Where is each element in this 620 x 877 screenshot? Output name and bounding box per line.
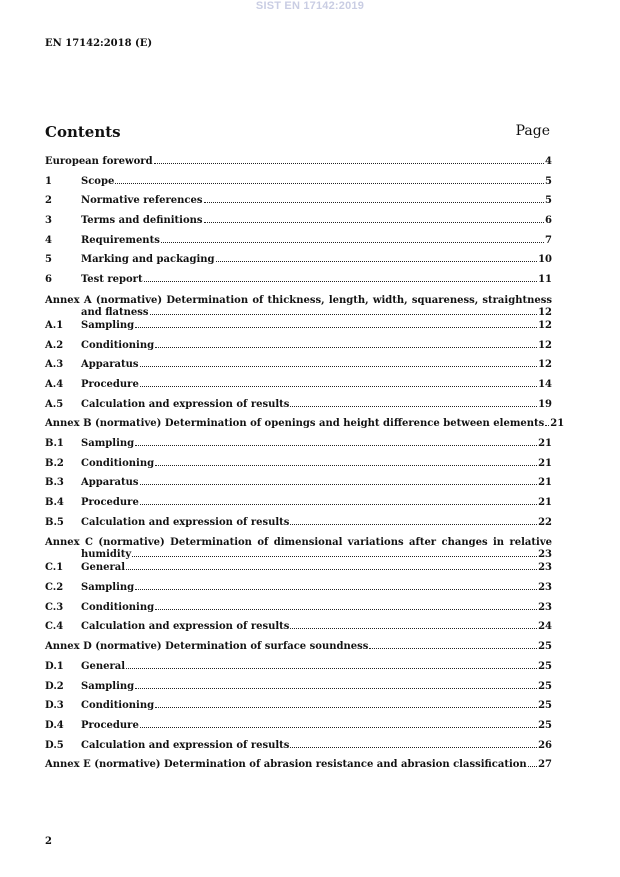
toc-entry-title: Sampling	[81, 437, 135, 449]
toc-leader	[290, 524, 537, 525]
toc-entry-page: 12	[538, 359, 552, 371]
toc-entry-number: D.3	[45, 700, 64, 712]
toc-entry-clause-4[interactable]	[45, 235, 552, 255]
toc-entry-page: 26	[538, 739, 552, 751]
toc-entry-page: 24	[538, 621, 552, 633]
toc-entry-annex-b[interactable]	[45, 418, 565, 438]
toc-entry-page: 10	[538, 254, 552, 266]
toc-entry-page: 12	[538, 306, 552, 318]
toc-leader	[290, 628, 537, 629]
toc-entry-clause-2[interactable]	[45, 195, 552, 215]
toc-entry-number: 1	[45, 175, 52, 187]
toc-entry-title: Calculation and expression of results	[81, 398, 290, 410]
contents-heading: Contents	[45, 123, 121, 141]
toc-leader	[140, 386, 537, 387]
toc-entry-page: 25	[538, 700, 552, 712]
toc-entry-number: B.3	[45, 477, 64, 489]
toc-entry-page: 25	[538, 680, 552, 692]
toc-entry-number: 2	[45, 195, 52, 207]
toc-entry-number: C.2	[45, 582, 64, 594]
toc-entry-a4[interactable]	[45, 379, 552, 399]
toc-entry-d3[interactable]	[45, 700, 552, 720]
toc-leader	[155, 609, 537, 610]
toc-leader	[204, 222, 545, 223]
toc-leader	[140, 504, 537, 505]
toc-entry-title: Marking and packaging	[81, 254, 215, 266]
toc-entry-b4[interactable]	[45, 497, 552, 517]
toc-entry-title: Procedure	[81, 719, 139, 731]
toc-entry-title: Apparatus	[81, 477, 139, 489]
toc-entry-title: Terms and definitions	[81, 215, 203, 227]
toc-leader	[161, 242, 544, 243]
toc-entry-page: 11	[538, 274, 552, 286]
toc-leader	[115, 183, 544, 184]
toc-entry-title: Sampling	[81, 582, 135, 594]
toc-entry-annex-e[interactable]	[45, 759, 552, 779]
toc-leader	[140, 366, 538, 367]
toc-leader	[528, 766, 537, 767]
toc-entry-annex-c[interactable]	[45, 536, 552, 562]
watermark: SIST EN 17142:2019	[255, 0, 365, 12]
toc-entry-number: C.3	[45, 601, 64, 613]
toc-entry-page: 5	[545, 175, 552, 187]
toc-leader	[140, 727, 537, 728]
toc-entry-clause-6[interactable]	[45, 274, 552, 294]
toc-entry-page: 12	[538, 339, 552, 351]
toc-entry-d5[interactable]	[45, 740, 552, 760]
toc-entry-page: 23	[538, 562, 552, 574]
toc-entry-b2[interactable]	[45, 458, 552, 478]
toc-entry-number: A.3	[45, 359, 64, 371]
toc-entry-a1[interactable]	[45, 320, 552, 340]
toc-entry-annex-d[interactable]	[45, 641, 552, 661]
toc-entry-number: A.4	[45, 378, 64, 390]
toc-annex-title-cont	[45, 307, 552, 320]
toc-entry-page: 4	[545, 156, 552, 167]
toc-entry-title: Conditioning	[81, 339, 155, 351]
toc-entry-page: 23	[538, 601, 552, 613]
toc-entry-number: B.2	[45, 457, 64, 469]
toc-entry-number: D.5	[45, 739, 64, 751]
toc-leader	[155, 465, 537, 466]
toc-entry-title: General	[81, 660, 126, 672]
toc-entry-title: humidity	[81, 549, 132, 561]
toc-entry-title: Test report	[81, 274, 143, 286]
toc-entry-page: 23	[538, 549, 552, 561]
toc-entry-page: 25	[538, 719, 552, 731]
toc-entry-title: Procedure	[81, 497, 139, 508]
toc-entry-title: Sampling	[81, 319, 135, 331]
toc-entry-title: Procedure	[81, 378, 139, 390]
toc-entry-number: D.2	[45, 680, 64, 692]
toc-leader	[144, 281, 538, 282]
toc-entry-title: Normative references	[81, 195, 203, 207]
toc-entry-number: B.4	[45, 497, 64, 508]
toc-entry-foreword[interactable]	[45, 156, 552, 176]
toc-entry-number: B.5	[45, 516, 64, 528]
toc-entry-title: Sampling	[81, 680, 135, 692]
toc-entry-number: A.5	[45, 398, 64, 410]
toc-entry-a2[interactable]	[45, 340, 552, 360]
toc-entry-page: 21	[538, 437, 552, 449]
toc-leader	[150, 314, 538, 315]
toc-entry-title: Calculation and expression of results	[81, 621, 290, 633]
toc-leader	[154, 163, 544, 164]
toc-entry-page: 6	[545, 215, 552, 227]
toc-entry-d2[interactable]	[45, 681, 552, 701]
toc-leader	[204, 202, 545, 203]
toc-entry-clause-1[interactable]	[45, 176, 552, 196]
toc-entry-page: 14	[538, 378, 552, 390]
toc-entry-title: Requirements	[81, 234, 160, 246]
toc-entry-number: A.1	[45, 319, 64, 331]
toc-entry-page: 12	[538, 319, 552, 331]
toc-entry-number: D.4	[45, 719, 64, 731]
toc-leader	[135, 445, 537, 446]
toc-annex-title: Annex C (normative) Determination of dimensional variations after changes in relative	[45, 537, 552, 549]
toc-entry-c3[interactable]	[45, 602, 552, 622]
toc-entry-page: 25	[538, 641, 552, 653]
toc-entry-title: Calculation and expression of results	[81, 516, 290, 528]
toc-entry-page: 7	[545, 234, 552, 246]
toc-entry-c4[interactable]	[45, 621, 552, 641]
document-id: EN 17142:2018 (E)	[45, 38, 153, 49]
toc-entry-page: 23	[538, 582, 552, 594]
toc-entry-b5[interactable]	[45, 517, 552, 537]
toc-entry-number: A.2	[45, 339, 64, 351]
toc-entry-a3[interactable]	[45, 359, 552, 379]
toc-entry-title: Conditioning	[81, 700, 155, 712]
toc-entry-title: and flatness	[81, 306, 149, 318]
toc-annex-title-cont	[45, 549, 552, 562]
toc-entry-number: D.1	[45, 660, 64, 672]
toc-entry-number: 3	[45, 215, 52, 227]
toc-entry-page: 21	[538, 497, 552, 508]
toc-leader	[155, 707, 537, 708]
toc-entry-page: 21	[538, 477, 552, 489]
toc-annex-title: Annex A (normative) Determination of thickness, length, width, squareness, straightness	[45, 294, 552, 306]
toc-entry-number: 5	[45, 254, 52, 266]
table-of-contents	[45, 156, 565, 779]
toc-entry-page: 21	[538, 457, 552, 469]
toc-entry-page: 19	[538, 398, 552, 410]
toc-entry-b3[interactable]	[45, 477, 552, 497]
toc-leader	[290, 747, 537, 748]
toc-leader	[216, 261, 538, 262]
toc-leader	[140, 484, 538, 485]
toc-entry-a5[interactable]	[45, 399, 552, 419]
toc-entry-page: 25	[538, 660, 552, 672]
page-number: 2	[45, 836, 52, 847]
toc-entry-page: 21	[550, 418, 565, 430]
toc-entry-number: 6	[45, 274, 52, 286]
toc-leader	[126, 569, 537, 570]
toc-entry-title: European foreword	[45, 156, 153, 167]
toc-entry-clause-5[interactable]	[45, 254, 552, 274]
toc-entry-page: 5	[545, 195, 552, 207]
toc-leader	[135, 589, 537, 590]
toc-entry-number: B.1	[45, 437, 64, 449]
toc-entry-d1[interactable]	[45, 661, 552, 681]
toc-entry-title: General	[81, 562, 126, 574]
toc-annex-title: Annex B (normative) Determination of openings and height difference between elements	[45, 418, 545, 430]
toc-entry-page: 22	[538, 516, 552, 528]
toc-leader	[135, 688, 537, 689]
toc-entry-c1[interactable]	[45, 562, 552, 582]
toc-entry-title: Conditioning	[81, 601, 155, 613]
toc-leader	[290, 406, 537, 407]
toc-entry-number: C.4	[45, 621, 64, 633]
toc-entry-title: Conditioning	[81, 457, 155, 469]
toc-entry-title: Scope	[81, 175, 115, 187]
toc-annex-title: Annex D (normative) Determination of surface soundness	[45, 641, 369, 653]
toc-annex-title: Annex E (normative) Determination of abrasion resistance and abrasion classification	[45, 759, 527, 771]
toc-entry-number: 4	[45, 234, 52, 246]
toc-leader	[155, 347, 537, 348]
toc-entry-title: Calculation and expression of results	[81, 739, 290, 751]
toc-entry-d4[interactable]	[45, 720, 552, 740]
toc-entry-clause-3[interactable]	[45, 215, 552, 235]
toc-entry-page: 27	[538, 759, 552, 771]
toc-leader	[135, 327, 537, 328]
page-column-label: Page	[515, 123, 550, 139]
toc-leader	[369, 648, 537, 649]
toc-entry-number: C.1	[45, 562, 64, 574]
toc-entry-title: Apparatus	[81, 359, 139, 371]
toc-entry-annex-a[interactable]	[45, 294, 552, 320]
toc-entry-c2[interactable]	[45, 582, 552, 602]
toc-leader	[126, 668, 537, 669]
toc-leader	[132, 556, 537, 557]
toc-leader	[545, 425, 549, 426]
toc-entry-b1[interactable]	[45, 438, 552, 458]
